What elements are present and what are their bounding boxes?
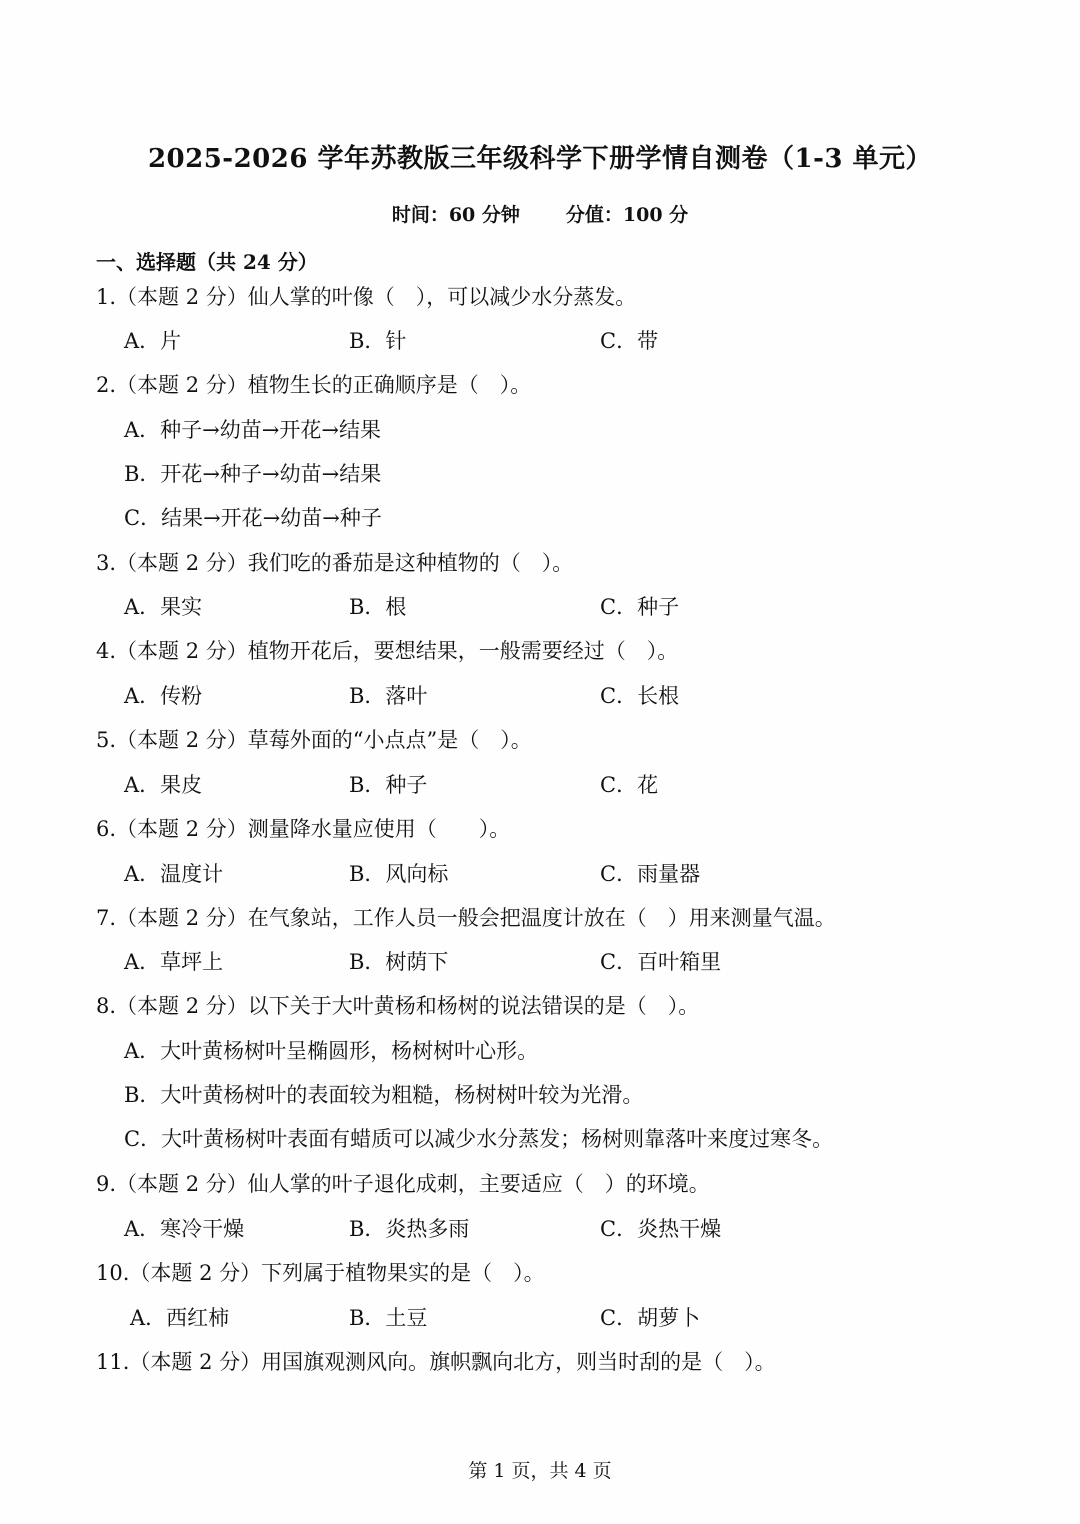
question-5: 5.（本题 2 分）草莓外面的“小点点”是（ ）。 <box>96 728 532 752</box>
option-b: B．落叶 <box>349 684 428 708</box>
option-b: B．风向标 <box>349 862 449 886</box>
option-b: B．开花→种子→幼苗→结果 <box>124 462 382 486</box>
option-c: C．胡萝卜 <box>600 1306 701 1330</box>
question-7: 7.（本题 2 分）在气象站，工作人员一般会把温度计放在（ ）用来测量气温。 <box>96 906 836 930</box>
question-3: 3.（本题 2 分）我们吃的番茄是这种植物的（ ）。 <box>96 551 574 575</box>
option-c: C．长根 <box>600 684 680 708</box>
option-a: A．片 <box>124 329 182 353</box>
option-a: A．西红柿 <box>130 1306 230 1330</box>
option-c: C．带 <box>600 329 659 353</box>
option-c: C．大叶黄杨树叶表面有蜡质可以减少水分蒸发；杨树则靠落叶来度过寒冬。 <box>124 1127 834 1151</box>
option-c: C．炎热干燥 <box>600 1217 722 1241</box>
option-b: B．针 <box>349 329 407 353</box>
option-c: C．雨量器 <box>600 862 701 886</box>
option-b: B．种子 <box>349 773 428 797</box>
exam-time: 时间：60 分钟 <box>391 204 520 226</box>
question-9: 9.（本题 2 分）仙人掌的叶子退化成刺，主要适应（ ）的环境。 <box>96 1172 710 1196</box>
question-6: 6.（本题 2 分）测量降水量应使用（ ）。 <box>96 817 511 841</box>
question-11: 11.（本题 2 分）用国旗观测风向。旗帜飘向北方，则当时刮的是（ ）。 <box>96 1350 776 1374</box>
option-c: C．百叶箱里 <box>600 950 722 974</box>
section-heading: 一、选择题（共 24 分） <box>96 250 318 274</box>
option-a: A．果实 <box>124 595 203 619</box>
option-c: C．花 <box>600 773 659 797</box>
option-c: C．种子 <box>600 595 680 619</box>
page-footer: 第 1 页，共 4 页 <box>468 1460 612 1482</box>
option-a: A．种子→幼苗→开花→结果 <box>124 418 381 442</box>
option-b: B．炎热多雨 <box>349 1217 470 1241</box>
option-a: A．草坪上 <box>124 950 224 974</box>
exam-meta <box>0 200 1080 227</box>
option-a: A．大叶黄杨树叶呈椭圆形，杨树树叶心形。 <box>124 1039 539 1063</box>
option-a: A．寒冷干燥 <box>124 1217 245 1241</box>
option-b: B．大叶黄杨树叶的表面较为粗糙，杨树树叶较为光滑。 <box>124 1083 644 1107</box>
question-2: 2.（本题 2 分）植物生长的正确顺序是（ ）。 <box>96 373 532 397</box>
option-b: B．树荫下 <box>349 950 449 974</box>
exam-score: 分值：100 分 <box>565 204 689 226</box>
question-4: 4.（本题 2 分）植物开花后，要想结果，一般需要经过（ ）。 <box>96 639 679 663</box>
page-title: 2025-2026 学年苏教版三年级科学下册学情自测卷（1-3 单元） <box>147 144 933 174</box>
option-a: A．温度计 <box>124 862 224 886</box>
option-c: C．结果→开花→幼苗→种子 <box>124 506 382 530</box>
question-10: 10.（本题 2 分）下列属于植物果实的是（ ）。 <box>96 1261 545 1285</box>
question-1: 1.（本题 2 分）仙人掌的叶像（ ），可以减少水分蒸发。 <box>96 285 637 309</box>
option-a: A．果皮 <box>124 773 203 797</box>
question-8: 8.（本题 2 分）以下关于大叶黄杨和杨树的说法错误的是（ ）。 <box>96 994 700 1018</box>
option-b: B．土豆 <box>349 1306 428 1330</box>
option-b: B．根 <box>349 595 407 619</box>
option-a: A．传粉 <box>124 684 203 708</box>
